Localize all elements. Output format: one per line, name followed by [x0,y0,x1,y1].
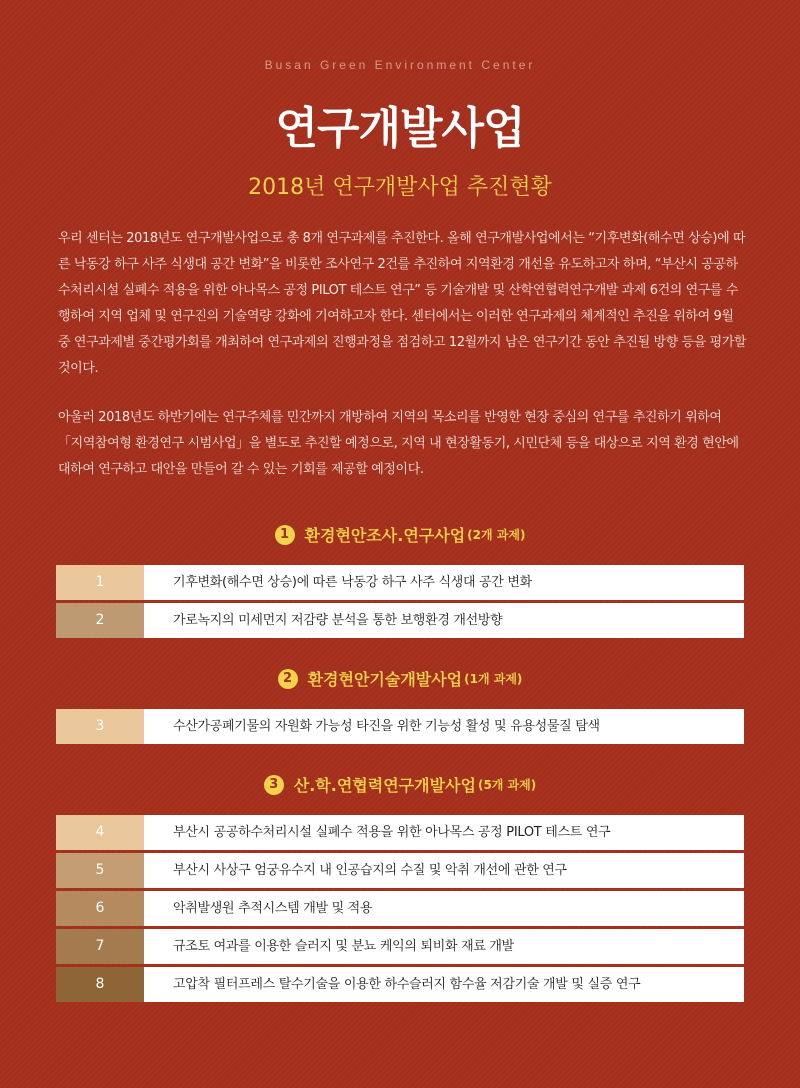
page-title: 연구개발사업 [275,103,525,154]
project-row [56,853,744,888]
project-row [56,603,744,638]
project-title: 규조토 여과를 이용한 슬러지 및 분뇨 케익의 퇴비화 재료 개발 [173,939,514,954]
project-number: 5 [56,853,144,888]
project-row [56,709,744,744]
section-heading-2 [0,667,800,690]
intro-paragraph-2: 아울러 2018년도 하반기에는 연구주체를 민간까지 개방하여 지역의 목소리를 반영한 현장 중심의 연구를 추진하기 위하여 「지역참여형 환경연구 시범사업」을 별도로 추진할 예정으로, 지역 내 현장활동기, 시민단체 등을 대상으로 지역 환경 현안에 대하여 연구하고 대안을 만들어 갈 수 있는 기회를 제공할 예정이다. [58,410,739,477]
project-number: 1 [56,565,144,600]
project-row [56,967,744,1002]
section-number-badge: 2 [278,669,298,689]
page-subtitle: 2018년 연구개발사업 추진현황 [248,175,552,200]
intro-paragraph-1: 우리 센터는 2018년도 연구개발사업으로 총 8개 연구과제를 추진한다. 올해 연구개발사업에서는 “기후변화(해수면 상승)에 따른 낙동강 하구 사주 식생대 공간 변화”을 비롯한 조사연구 2건를 추진하여 지역환경 개선을 유도하고자 하며, “부산시 공공하수처리시설 실폐수 적용을 위한 아나목스 공정 PILOT 테스트 연구” 등 기술개발 및 산학연협력연구개발 과제 6건의 연구를 수행하여 지역 업체 및 연구진의 기술역량 강화에 기여하고자 한다. 센터에서는 이러한 연구과제의 체계적인 추진을 위하여 9월 중 연구과제별 중간평가회를 개최하여 연구과제의 진행과정을 점검하고 12월까지 남은 연구기간 동안 추진될 방향 등을 평가할 것이다. [58,231,747,376]
project-title: 부산시 공공하수처리시설 실폐수 적용을 위한 아나목스 공정 PILOT 테스트 연구 [173,825,611,840]
section-heading-1 [0,523,800,546]
project-title: 가로녹지의 미세먼지 저감량 분석을 통한 보행환경 개선방향 [173,613,503,628]
project-number: 8 [56,967,144,1002]
project-number: 2 [56,603,144,638]
project-number: 4 [56,815,144,850]
section-title: 환경현안조사.연구사업 [304,526,466,545]
project-row [56,929,744,964]
center-name-eyebrow: Busan Green Environment Center [264,58,536,72]
project-row [56,891,744,926]
section-number-badge: 1 [275,525,295,545]
section-title: 환경현안기술개발사업 [307,670,463,689]
section-number-badge: 3 [264,775,284,795]
project-title: 부산시 사상구 엄궁유수지 내 인공습지의 수질 및 악취 개선에 관한 연구 [173,863,567,878]
section-count: (2개 과제) [467,528,526,542]
project-title: 악취발생원 추적시스템 개발 및 적용 [173,901,373,916]
project-title: 기후변화(해수면 상승)에 따른 낙동강 하구 사주 식생대 공간 변화 [173,575,532,590]
project-number: 3 [56,709,144,744]
project-title: 수산가공폐기물의 자원화 가능성 타진을 위한 기능성 활성 및 유용성물질 탐색 [173,719,600,734]
project-title: 고압착 필터프레스 탈수기술을 이용한 하수슬러지 함수율 저감기술 개발 및 실증 연구 [173,977,641,992]
section-heading-3 [0,773,800,796]
project-number: 6 [56,891,144,926]
project-row [56,815,744,850]
project-row [56,565,744,600]
section-count: (1개 과제) [464,672,523,686]
project-number: 7 [56,929,144,964]
section-count: (5개 과제) [477,778,537,792]
section-title: 산.학.연협력연구개발사업 [293,776,476,795]
